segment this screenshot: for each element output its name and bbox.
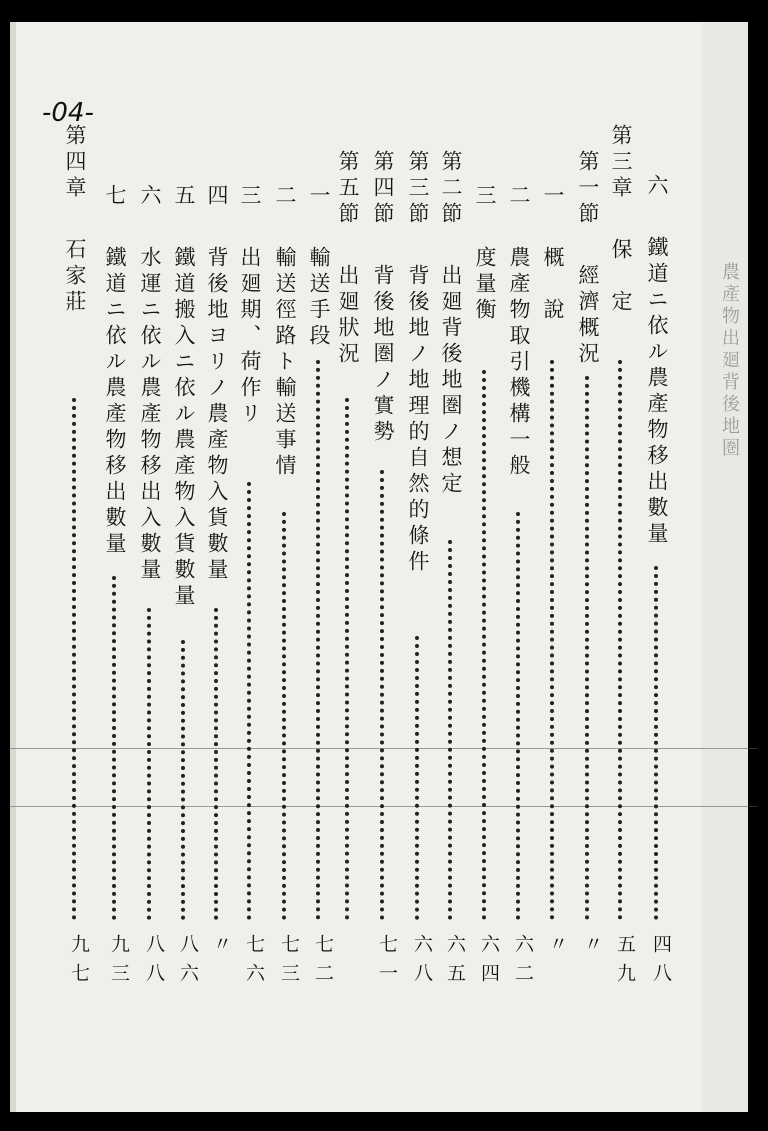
toc-entry-title: 概 說 [541,220,565,324]
toc-entry-number: 一 [541,184,565,210]
toc-entry [58,124,92,316]
leader-dots [147,608,155,920]
toc-page-number: 九七 [68,934,90,992]
toc-entry-title: 農產物取引機構一般 [507,220,531,480]
toc-entry-title: 石家莊 [63,212,87,316]
toc-page-number: 四八 [650,934,672,992]
toc-entry [536,184,570,324]
leader-dots [316,360,324,920]
toc-page-number: 七一 [376,934,398,992]
toc-entry [133,184,167,584]
toc-entry [401,150,435,576]
toc-entry [302,184,336,350]
toc-entry [98,184,132,558]
toc-entry-number: 第一節 [576,150,600,228]
toc-entry [640,174,674,548]
toc-entry-number: 三 [473,184,497,210]
toc-entry [571,150,605,368]
leader-dots [516,512,524,920]
leader-dots [482,370,490,920]
toc-entry-title: 保 定 [609,212,633,316]
leader-dots [345,398,353,920]
toc-page-number: 七三 [278,934,300,992]
toc-page-number: 六八 [411,934,433,992]
toc-entry-title: 度量衡 [473,220,497,324]
toc-entry-title: 鐵道搬入ニ依ル農產物入貨數量 [172,220,196,610]
toc-page-number: 〃 [210,934,232,963]
toc-entry-title: 出廻期、荷作リ [238,220,262,428]
toc-entry-number: 第三節 [406,150,430,228]
toc-entry-number: 六 [645,174,669,200]
toc-entry-title: 輸送手段 [307,220,331,350]
toc-entry [233,184,267,428]
toc-entry-title: 背後地圏ノ實勢 [371,238,395,446]
adjacent-page-edge [702,22,748,1112]
leader-dots [380,470,388,920]
leader-dots [214,608,222,920]
leader-dots [618,360,626,920]
toc-entry-number: 七 [103,184,127,210]
leader-dots [550,360,558,920]
toc-page-number: 六二 [512,934,534,992]
toc-page-number: 六四 [478,934,500,992]
toc-entry-title: 輸送徑路ト輸送事情 [273,220,297,480]
toc-entry [200,184,234,584]
leader-dots [585,376,593,920]
leader-dots [282,512,290,920]
toc-entry [268,184,302,480]
toc-page-number: 五九 [614,934,636,992]
toc-entry-title: 出廻背後地圏ノ想定 [439,238,463,498]
toc-entry [167,184,201,610]
toc-entry-number: 五 [172,184,196,210]
toc-entry [502,184,536,480]
toc-entry [468,184,502,324]
toc-page-number: 七六 [243,934,265,992]
toc-page-number: 九三 [108,934,130,992]
leader-dots [415,636,423,920]
toc-page-number: 七二 [312,934,334,992]
marginalia: 農產物出廻背後地圏 [719,262,740,460]
toc-entry-number: 二 [273,184,297,210]
leader-dots [448,540,456,920]
toc-page-number: 〃 [546,934,568,963]
toc-entry-number: 第四節 [371,150,395,228]
toc-entry-number: 六 [138,184,162,210]
toc-entry-number: 四 [205,184,229,210]
toc-entry-number: 二 [507,184,531,210]
toc-page-number: 六五 [444,934,466,992]
toc-entry-number: 第四章 [63,124,87,202]
toc-page-number: 八六 [177,934,199,992]
toc-entry-title: 背後地ヨリノ農產物入貨數量 [205,220,229,584]
leader-dots [112,576,120,920]
toc-entry [604,124,638,316]
toc-entry-title: 水運ニ依ル農產物移出入數量 [138,220,162,584]
toc-entry-number: 第三章 [609,124,633,202]
toc-entry-title: 經濟概況 [576,238,600,368]
leader-dots [654,566,662,920]
toc-entry-number: 三 [238,184,262,210]
toc-entry-title: 鐵道ニ依ル農產物移出數量 [103,220,127,558]
toc-entry-number: 一 [307,184,331,210]
toc-entry-title: 鐵道ニ依ル農產物移出數量 [645,210,669,548]
toc-entry-title: 背後地ノ地理的自然的條件 [406,238,430,576]
leader-dots [247,482,255,920]
leader-dots [181,640,189,920]
toc-page-number: 〃 [581,934,603,963]
toc-entry-number: 第五節 [336,150,360,228]
toc-entry [331,150,365,368]
toc-page-number: 八八 [143,934,165,992]
leader-dots [72,398,80,920]
toc-entry-title: 出廻狀況 [336,238,360,368]
toc-entry [434,150,468,498]
toc-entry [366,150,400,446]
toc-entry-number: 第二節 [439,150,463,228]
page-number: -04- [42,98,94,128]
